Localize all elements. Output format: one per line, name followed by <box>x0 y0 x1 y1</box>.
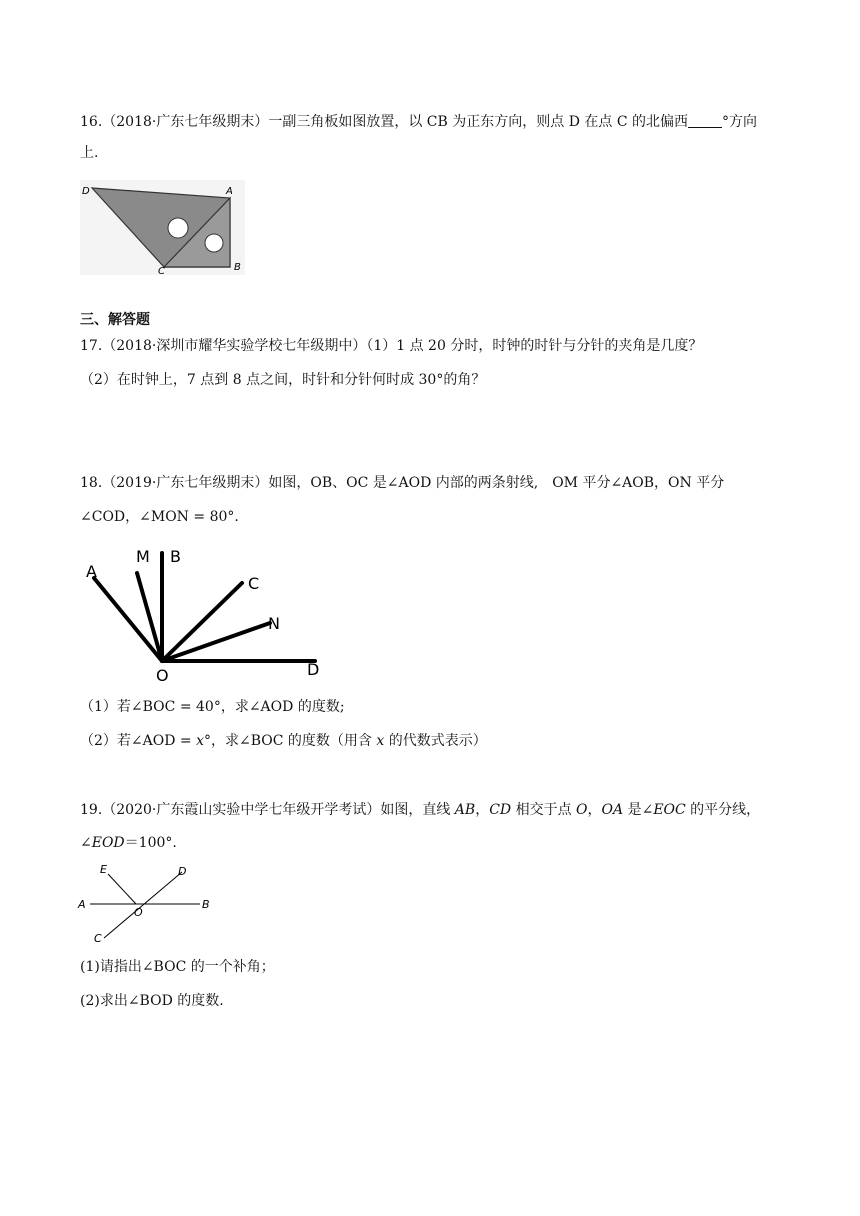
q19-l2b: ＝100°. <box>124 835 177 851</box>
q19-c2: ， <box>587 802 602 818</box>
q19-EOD: EOD <box>91 835 125 851</box>
fig-label-D: D <box>178 865 187 878</box>
fig-label-M: M <box>136 547 150 566</box>
answer-blank <box>688 113 722 128</box>
q19-OA: OA <box>601 802 624 818</box>
fig-label-D: D <box>82 186 90 197</box>
fig-label-A: A <box>86 562 97 581</box>
q18-sub2-c: 的代数式表示） <box>384 733 487 749</box>
q17-text-line2: （2）在时钟上，7 点到 8 点之间，时针和分针何时成 30°的角？ <box>80 372 486 388</box>
fig-label-O: O <box>156 666 169 685</box>
q18-text-line2: ∠COD，∠MON = 80°. <box>80 509 239 525</box>
q19-O: O <box>576 802 588 818</box>
q16-stem-end: °方向 <box>721 114 757 130</box>
fig-label-B: B <box>170 547 181 566</box>
q16-stem: 16.（2018·广东七年级期末）一副三角板如图放置，以 CB 为正东方向，则点 D 在点 C 的北偏西 <box>80 114 688 130</box>
q19-c1: ， <box>475 802 490 818</box>
fig-label-C: C <box>158 266 165 275</box>
q18-sub1: （1）若∠BOC = 40°，求∠AOD 的度数; <box>80 699 345 715</box>
q16-text-line1 <box>80 112 757 132</box>
q18-sub2-var2: x <box>376 733 385 749</box>
fig-label-B: B <box>202 898 210 911</box>
q16-triangle-figure <box>80 180 245 275</box>
q19-l2a: ∠ <box>80 835 92 851</box>
fig-label-C: C <box>94 932 102 945</box>
section-title: 三、解答题 <box>80 312 150 328</box>
q19-text-line1 <box>80 800 760 820</box>
fig-label-N: N <box>268 614 280 633</box>
fig-label-A: A <box>226 186 233 197</box>
q19-t3: 是∠ <box>623 802 654 818</box>
fig-label-D: D <box>307 660 320 679</box>
q19-t4: 的平分线， <box>685 802 761 818</box>
fig-label-A: A <box>78 898 86 911</box>
fig-label-C: C <box>248 574 260 593</box>
q16-text-line2: 上. <box>80 145 99 161</box>
q18-rays-figure <box>80 543 330 685</box>
q19-sub2: (2)求出∠BOD 的度数. <box>80 993 224 1009</box>
q18-sub2 <box>80 731 487 751</box>
q19-sub1: (1)请指出∠BOC 的一个补角； <box>80 959 275 975</box>
q18-sub2-var: x <box>196 733 204 749</box>
q18-sub2-b: °，求∠BOC 的度数（用含 <box>204 733 377 749</box>
q19-t1: 19.（2020·广东霞山实验中学七年级开学考试）如图，直线 <box>80 802 455 818</box>
q19-text-line2 <box>80 833 177 853</box>
q17-text-line1: 17.（2018·深圳市耀华实验学校七年级期中）（1）1 点 20 分时，时钟的时针与分针的夹角是几度？ <box>80 338 703 354</box>
q18-text-line1: 18.（2019·广东七年级期末）如图，OB、OC 是∠AOD 内部的两条射线, OM 平分∠AOB，ON 平分 <box>80 475 725 491</box>
q18-sub2-a: （2）若∠AOD = <box>80 733 197 749</box>
q19-AB: AB <box>454 802 476 818</box>
q19-CD: CD <box>489 802 512 818</box>
q19-EOC: EOC <box>653 802 686 818</box>
fig-label-E: E <box>100 863 107 876</box>
q19-t2: 相交于点 <box>511 802 577 818</box>
fig-label-B: B <box>234 262 241 273</box>
fig-label-O: O <box>134 906 143 919</box>
q19-lines-figure <box>74 858 224 946</box>
